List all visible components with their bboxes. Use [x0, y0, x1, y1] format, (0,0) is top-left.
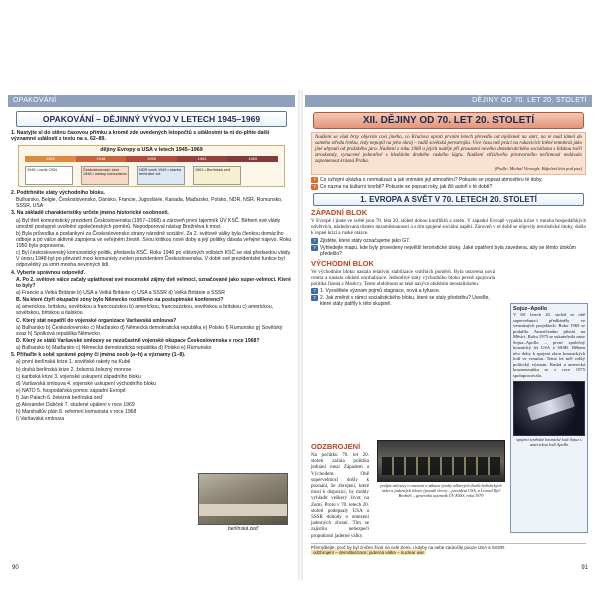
review-title: OPAKOVÁNÍ – DĚJINNÝ VÝVOJ V LETECH 1945–1969 [16, 111, 287, 127]
right-running-head: DĚJINY OD 70. LET 20. STOLETÍ [305, 95, 592, 107]
east-bloc-text: Ve východním bloku nastala relativní stabilizace vnitřních poměrů. Byla ustavena nová centra a nastalo období normalizace. Jednotlivé státy východního bloku pevně spojovala politika řízená z Moskvy. Tento obdobnost se také nazývá obdobím neostalinismu. [311, 268, 495, 288]
question-4B: B. Na které čtyři okupační zóny bylo Německo rozděleno na postupimské konferenci? [16, 297, 224, 304]
intro-excerpt [311, 132, 586, 175]
question-1: 1. Nastyjte si do stěnu časovou přímku a kromě zde uvedených letopočtů s událostmi ta ni do-plňte další významné události z textu na s. 62–89. [11, 130, 270, 143]
berlin-wall-photo [198, 473, 288, 525]
page-number-right: 91 [581, 565, 588, 571]
task-icon: ? [311, 295, 318, 301]
matching-list [8, 359, 188, 422]
left-page [8, 95, 295, 573]
left-running-head: OPAKOVÁNÍ [8, 95, 295, 107]
task-line [311, 295, 495, 307]
question-4A-options: a) Francie a Velká Británie b) USA a Velká Británie c) USA a SSSR d) Velká Británie a SSSR [16, 290, 225, 297]
matching-item: f) Jan Palach 6. železná berlínská zeď [16, 394, 103, 401]
question-3: 3. Na základě charakteristiky určete jméno historické osobnosti. [11, 210, 169, 217]
west-bloc-text: V Evropě i jinde ve světě jsou 70. léta 20. století dobou konfliktů a změn. V západní Evropě vypukla krize v mnoha hospodářských odvětvích, následovaná růstem nezaměstnanosti a s tím spojené sociální napětí. Zároveň v té době se objevily teroristické útoky, došlo k ropné krizi a ruské otázce. [311, 218, 586, 237]
treaty-signing-photo [377, 440, 505, 482]
timeline-bar [25, 156, 278, 162]
matching-item: i) Varšavská smlouva [16, 416, 65, 423]
timeline-event: 1945 • vznik OSN [25, 166, 73, 185]
timeline-segment: 1961 [177, 156, 228, 162]
task-icon: ? [311, 238, 318, 244]
question-2: 2. Podtrhněte státy východního bloku. [11, 189, 105, 196]
task-text: Vyhledejte mapu, kde byly provedeny největší teroristické útoky. Jaké opatření byla zavedena, aby se těmto útokům předešlo? [320, 244, 576, 257]
chapter-title: XII. DĚJINY OD 70. LET 20. STOLETÍ [313, 112, 584, 129]
task-line [311, 245, 586, 257]
task-icon: ? [311, 288, 318, 294]
question-5: 5. Přiřaďte k sobě správné pojmy či jména osob (a–h) a významy (1–8). [11, 352, 186, 358]
timeline-event: 1961 • Berlínská zeď [193, 166, 241, 185]
timeline-title: dějiny Evropy a USA v letech 1945–1969 [100, 146, 203, 153]
matching-item: b) druhá berlínská krize 2. železná železný monroe [16, 366, 132, 373]
matching-item: d) Varšavská smlouva 4. vojenské uskupení východního bloku [16, 380, 157, 387]
book-gutter [298, 90, 303, 580]
question-4: 4. Vyberte správnou odpověď. [11, 269, 86, 276]
spacecraft-image [513, 381, 585, 436]
page-number-left: 90 [12, 565, 19, 571]
berlin-wall-caption: berlínská zeď [227, 526, 259, 532]
task-line [311, 238, 586, 244]
question-4B-options: a) americkou, britskou, sovětskou a francouzskou b) americkou, francouzskou, sovětskou a britskou c) americkou, sovětskou, britskou a italskou [16, 304, 274, 317]
timeline-segment: 1969 [227, 156, 278, 162]
question-4C: C. Který stát nepatřil do vojenské organizace Varšavská smlouva? [16, 317, 177, 324]
timeline-segment: 1945 [25, 156, 76, 162]
matching-item: e) NATO 5. hospodářská pomoc západní Evropě [16, 387, 126, 394]
timeline [18, 145, 285, 187]
question-4C-options: a) Bulharsko b) Československo c) Maďarsko d) Německá demokratická republika e) Polsko f) Rumunsko g) Sovětský svaz h) Spolková republika Německo [16, 324, 283, 337]
task-icon: ? [311, 184, 318, 190]
timeline-event: NDR vznik 1949 • stavba berlínské zdi [137, 166, 185, 185]
right-page [305, 95, 592, 573]
intro-source: (Podle: Michal Viewegh: Báječná léta pod psa) [494, 166, 582, 171]
question-3c: c) Byl československý komunistický politik, předseda KSČ. Roku 1946 po vítězných volbách KSČ se stal předsedou vlády. V únoru 1948 byl po převzetí moci komunisty zvolen prezidentem Československa. V době své prezidentské funkce byl odpovědný za smrt mnoha nevinných lidí. [16, 250, 292, 269]
disarmament-text: Na počátku 70. let 20. století začala politika jednání mezi Západem a Východem. Obě supervelmoci došly k poznání, že zbrojení, které musí k dispozici, by mohly vyhladit veškerý život na Zemi. Proto v 70. letech 20. století podepsaly USA a SSSR dohody o omezení jaderných zbraní. Tím se zajistilo nebezpečí propuknutí jaderné války. [311, 452, 369, 539]
matching-item: a) první berlínská krize 1. sovětské rakety na Kubě [16, 359, 131, 366]
task-icon: ? [311, 245, 318, 251]
task-line [311, 177, 586, 183]
disarmament-title: ODZBROJENÍ [311, 442, 361, 451]
timeline-segment: 1948 [76, 156, 127, 162]
question-3a: a) Byl třetí komunistický prezident Československa (1957–1968) a zároveň první tajemník ÚV KSČ. Během své vlády umožnil postupné uvolnění společenských poměrů. Nepodporoval nástup Brežněva k moci. [16, 217, 281, 230]
task-icon: ? [311, 177, 318, 183]
timeline-event: Československo únor 1948 • nástup komunismu [81, 166, 129, 185]
intro-text: Nadšení se však brzy objevilo cosi jiného, co Kručova oproti prvním letech převedlo od myšlenek na smrt, na té mád lámel do samého středu řetězu, tedy nepopil na jeho okraj – tudíž sovětská perestrojka. Více času než práci na rukavicích lněné tentokrát jako jiné uhynuli od pražského jara. Nadšení z roku 1968 a jejich naděje při prosazení nového demokratického socialismu s lidskou tváří ztroskotaly, vynucené jednotlivé s hledáním druhého ruského lágru. Nadšení střízlivého pirotvorného nečinnosti nedávalo zapomenout krásná Praha. [315, 135, 582, 164]
matching-item: g) Alexander Dubček 7. studené upálení v roce 1969 [16, 401, 135, 408]
question-4D: D. Který ze států Varšavské smlouvy se nezúčastnil vojenské okupace Československa v roce 1968? [16, 337, 260, 344]
east-bloc-title: VÝCHODNÍ BLOK [311, 258, 374, 268]
east-bloc-column [305, 259, 501, 308]
footer-notes [311, 543, 586, 556]
matching-item: c) karibská krize 3. vojenské uskupení západního bloku [16, 373, 141, 380]
task-line [311, 288, 495, 294]
west-bloc-title: ZÁPADNÍ BLOK [311, 208, 368, 217]
task-line [311, 184, 586, 190]
task-text: 1. Vysvětlete význam pojmů stagnace, nová a tyfusce. [320, 288, 441, 295]
treaty-signing-caption: podpis smlouvy o omezení a zákazu výroby některých druhů balistických raket a jaderných hlavic (pozadí vlevo) – president USA, a Leonid Iljič Brežněv – generální tajemník ÚV KSSS, roku 1979 [380, 483, 502, 498]
vocabulary-box: odzbrojení – demilitarizace; jaderná válka – nuclear war [313, 550, 425, 556]
disarmament-column [305, 440, 375, 540]
task-text: 2. Jak změnit v rámci socialistického bloku, které se staly předstihu? Uveďte, které státy patřily k této skupině. [320, 295, 490, 308]
footer-task: Přemýšlejte, proč by byl zničen život na celé Zemi, i kdyby na sebe zaútočily pouze USA a SSSR. [311, 545, 506, 550]
sojuz-apollo-box [510, 303, 588, 533]
task-text: Co ozřejmí ukázka o normalizaci a jak vnímáte její atmosféru? Pokuste se popsat atmosféru té doby. [320, 177, 543, 183]
section-title: 1. EVROPA A SVĚT V 70. LETECH 20. STOLETÍ [313, 193, 584, 206]
question-4A: A. Po 2. světové válce začaly uplatňovat své mocenské zájmy dvě velmoci, označované jako super-velmoci. Které to byly? [16, 276, 291, 290]
matching-item: h) Marshallův plán 8. reformní komunista v roce 1968 [16, 409, 137, 416]
spacecraft-caption: spojení sovětské kosmické lodi Sojuz s americkou lodí Apollo [516, 437, 582, 447]
timeline-segment: 1955 [126, 156, 177, 162]
task-text: Co nazna na kulturní tvorbě? Pokuste se popsat roky, jak žili autoři v té době? [320, 184, 493, 190]
task-text: Zjistěte, které státy označujeme jako G7. [320, 237, 411, 244]
question-3b: b) Byla průvodka a poslankyní za Československo strany národně sociální. Za 2. světové války byla členkou domácího odboje a po válce aktivně zapojena ve veřejném životě. Svou kritikou nové doby a její politiky dávala veřejné najevo. Roku 1950 byla popravena. [16, 231, 292, 250]
question-2-states: Bulharsko, Belgie, Československo, Dánsko, Francie, Jugoslávie, Kanada, Maďarsko, Polsko, NDR, NSR, Rumunsko, SSSR, USA [16, 197, 283, 210]
sojuz-apollo-title: Sojuz–Apollo [513, 306, 548, 312]
sojuz-apollo-text: V 60. letech 20. století se obě supervelmoci předháněly ve vesmírných projektech. Roku 1969 se podařilo Američanům přistát na Měsíci. Roku 1975 se uskutečnila mise Sojuz–Apollo – první společný kosmický let USA a SSSR. Během této doby k spojení obou kosmických lodí ve vesmíru. Tento let měl velký politický význam. Ruská a americká kosmonautika se v roce 1975 spolupracovala. [513, 312, 585, 378]
question-4D-options: a) Bulharsko b) Maďarsko c) Německá demokratická republika d) Polsko e) Rumunsko [16, 344, 212, 351]
